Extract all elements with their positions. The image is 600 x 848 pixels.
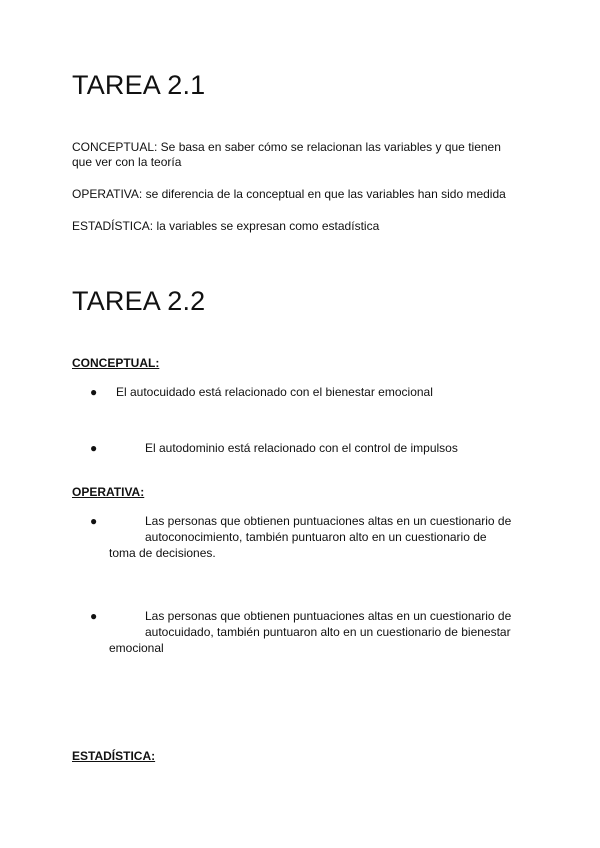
conceptual-item: El autocuidado está relacionado con el bienestar emocional [116, 385, 433, 399]
operativa-item-2-line3: emocional [109, 641, 164, 655]
heading-tarea-2-2: TAREA 2.2 [72, 286, 206, 316]
bullet-marker: ● [90, 385, 98, 399]
conceptual-heading: CONCEPTUAL: [72, 356, 160, 370]
operativa-item-2-line1: Las personas que obtienen puntuaciones altas en un cuestionario de [145, 609, 512, 623]
bullet-marker: ● [90, 514, 98, 528]
heading-tarea-2-1: TAREA 2.1 [72, 70, 206, 100]
bullet-marker: ● [90, 609, 98, 623]
conceptual-item: El autodominio está relacionado con el control de impulsos [145, 441, 458, 455]
operativa-item-2-line2: autocuidado, también puntuaron alto en un cuestionario de bienestar [145, 625, 511, 639]
operativa-heading: OPERATIVA: [72, 485, 145, 499]
estadistica-definition: ESTADÍSTICA: la variables se expresan como estadística [72, 219, 380, 233]
conceptual-definition-line2: que ver con la teoría [72, 155, 182, 169]
conceptual-definition-line1: CONCEPTUAL: Se basa en saber cómo se relacionan las variables y que tienen [72, 140, 501, 154]
operativa-item-1-line1: Las personas que obtienen puntuaciones altas en un cuestionario de [145, 514, 512, 528]
operativa-item-1-line2: autoconocimiento, también puntuaron alto en un cuestionario de [145, 530, 487, 544]
estadistica-heading: ESTADÍSTICA: [72, 749, 156, 763]
operativa-item-1-line3: toma de decisiones. [109, 546, 216, 560]
operativa-definition: OPERATIVA: se diferencia de la conceptual en que las variables han sido medida [72, 187, 506, 201]
bullet-marker: ● [90, 441, 98, 455]
